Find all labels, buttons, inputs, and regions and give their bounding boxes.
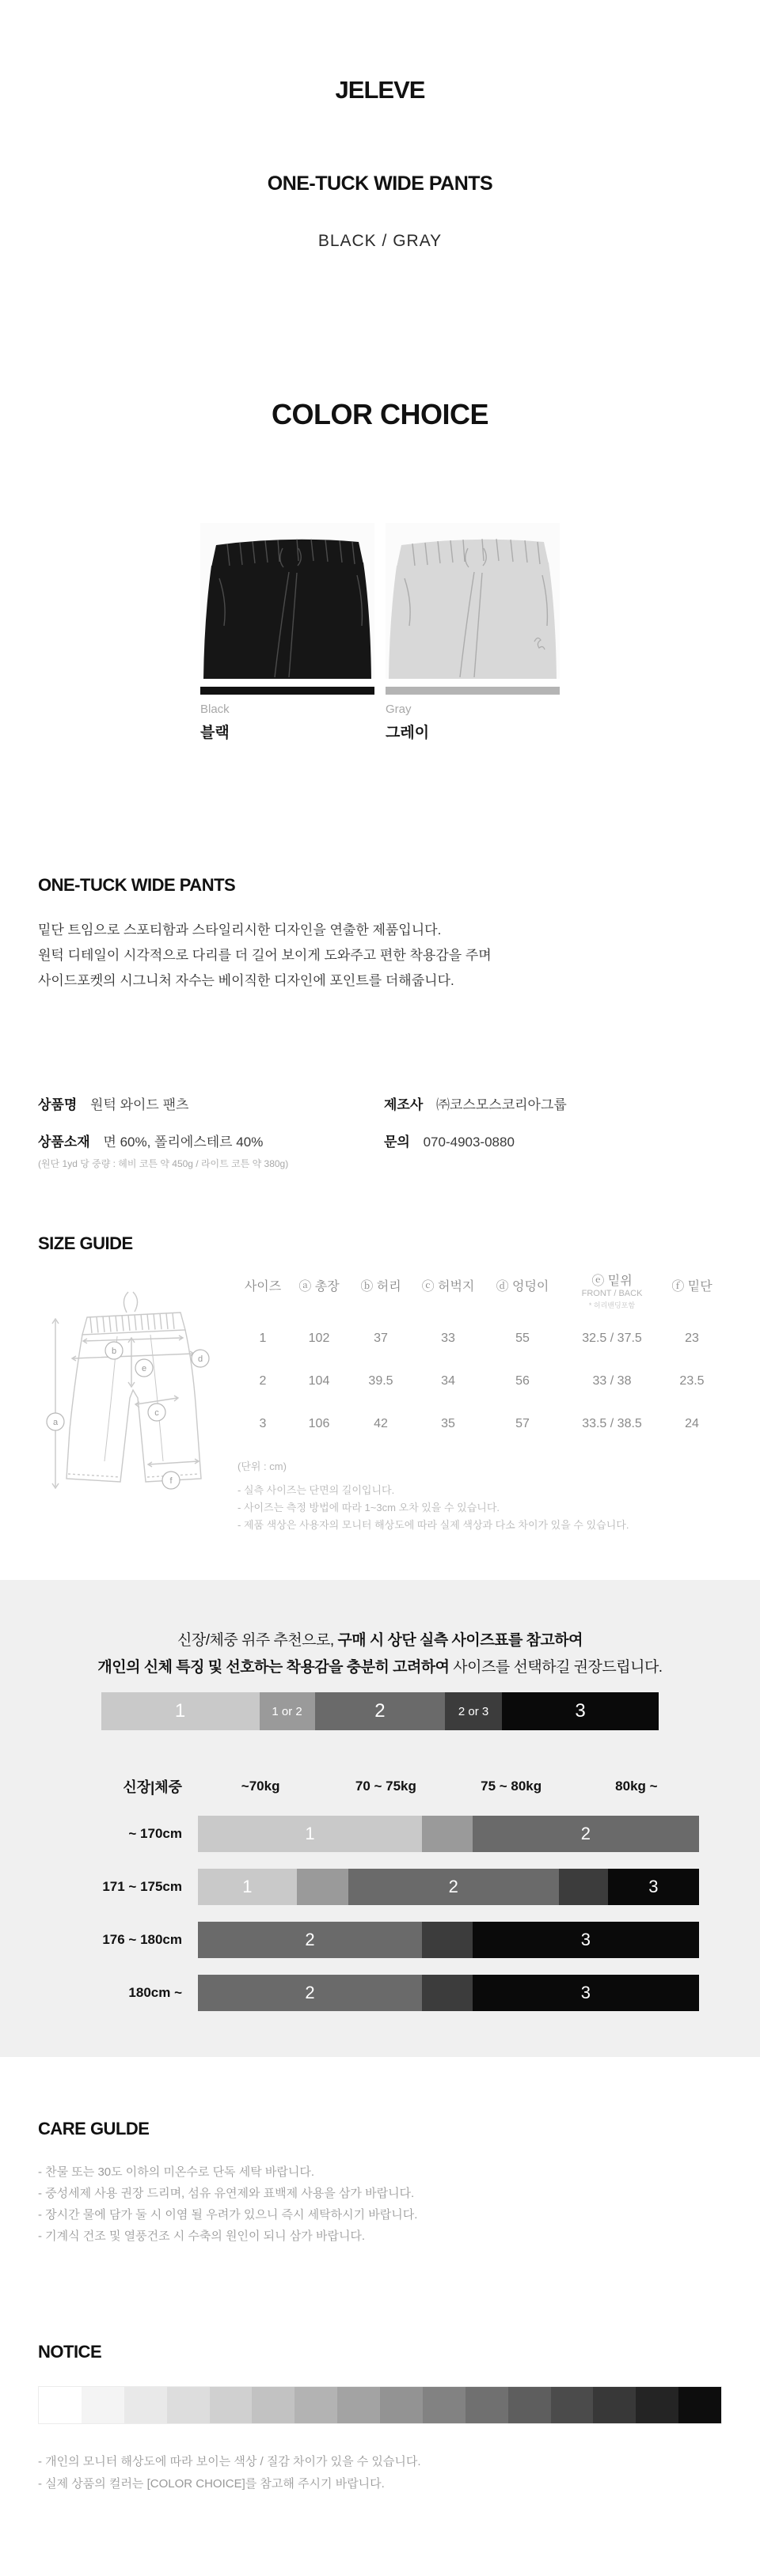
reco-bar-segment: 3 [608, 1869, 699, 1905]
gray-pants-image [386, 523, 560, 679]
grayscale-swatch [210, 2387, 253, 2423]
legend-segment: 2 [315, 1692, 446, 1730]
legend-segment: 1 or 2 [260, 1692, 315, 1730]
description-line: 밑단 트임으로 스포티함과 스타일리시한 디자인을 연출한 제품입니다. [38, 922, 442, 938]
size-cell: 106 [308, 1417, 330, 1430]
size-cell: 3 [259, 1417, 267, 1430]
weight-column-label: 80kg ~ [615, 1779, 658, 1794]
description-line: 사이드포켓의 시그니처 자수는 베이직한 디자인에 포인트를 더해줍니다. [38, 973, 454, 988]
size-col-header: ⓒ 허벅지 [421, 1280, 475, 1294]
size-reco-chart [0, 1776, 699, 2011]
reco-bar-segment: 2 [348, 1869, 559, 1905]
size-cell: 34 [441, 1374, 455, 1388]
reco-row-bar [198, 1975, 699, 2011]
info-value: 면 60%, 폴리에스테르 40% [103, 1135, 264, 1150]
size-cell: 1 [259, 1332, 267, 1345]
reco-bar-segment [297, 1869, 348, 1905]
info-value: 070-4903-0880 [423, 1135, 515, 1150]
grayscale-swatch [551, 2387, 594, 2423]
weight-column-label: 70 ~ 75kg [355, 1779, 416, 1794]
grayscale-swatch [678, 2387, 721, 2423]
weight-column-label: 75 ~ 80kg [481, 1779, 542, 1794]
grayscale-strip [38, 2386, 722, 2424]
grayscale-swatch [466, 2387, 508, 2423]
size-recommendation-section [0, 1580, 760, 2057]
pants-illustration [386, 523, 560, 679]
reco-bar-segment [559, 1869, 608, 1905]
black-pants-image [200, 523, 374, 679]
info-contact [384, 1131, 722, 1150]
grayscale-swatch [380, 2387, 423, 2423]
color-swatches [0, 523, 760, 742]
diagram-letter-e: e [141, 1364, 147, 1373]
grayscale-swatch [593, 2387, 636, 2423]
reco-bar-segment [422, 1975, 473, 2011]
reco-row [0, 1975, 699, 2011]
info-label: 상품명 [38, 1097, 78, 1112]
weight-column-label: ~70kg [241, 1779, 280, 1794]
info-value: 원턱 와이드 팬츠 [90, 1097, 189, 1112]
size-col-header: ⓔ 밑위 [591, 1275, 633, 1288]
reco-bar-segment: 2 [473, 1816, 699, 1852]
reco-row [0, 1922, 699, 1958]
product-title: ONE-TUCK WIDE PANTS [267, 172, 493, 195]
notice-heading: NOTICE [38, 2342, 102, 2362]
size-cell: 104 [308, 1374, 330, 1388]
diagram-letter-a: a [52, 1418, 59, 1427]
care-guide-heading: CARE GULDE [38, 2119, 150, 2138]
care-line: - 기계식 건조 및 열풍건조 시 수축의 원인이 되니 삼가 바랍니다. [38, 2229, 366, 2243]
rise-front-back-note: FRONT / BACK [581, 1289, 643, 1298]
size-col-header: 사이즈 [244, 1280, 282, 1294]
grayscale-swatch [337, 2387, 380, 2423]
reco-rows [0, 1816, 699, 2011]
size-col-header: ⓐ 총장 [298, 1280, 340, 1294]
notice-line: - 실제 상품의 컬러는 [COLOR CHOICE]를 참고해 주시기 바랍니다. [38, 2477, 385, 2491]
reco-bar-segment: 3 [473, 1922, 699, 1958]
care-line: - 장시간 물에 담가 둘 시 이염 될 우려가 있으니 즉시 세탁하시기 바랍니다. [38, 2208, 418, 2222]
pants-illustration [200, 523, 374, 679]
brand-logo: JELEVE [335, 76, 425, 104]
color-name-ko: 그레이 [386, 725, 430, 741]
unit-note: (단위 : cm) [238, 1460, 287, 1472]
color-card-gray [386, 523, 560, 742]
height-row-label: ~ 170cm [128, 1826, 182, 1841]
color-name-en: Gray [386, 703, 412, 716]
size-note: - 실측 사이즈는 단면의 길이입니다. [238, 1484, 395, 1496]
size-cell: 35 [441, 1417, 455, 1430]
color-name-ko: 블랙 [200, 725, 230, 741]
info-material [38, 1131, 384, 1150]
size-cell: 24 [685, 1417, 699, 1430]
height-row-label: 180cm ~ [128, 1985, 182, 2000]
reco-bar-segment: 1 [198, 1816, 422, 1852]
diagram-letter-b: b [111, 1347, 117, 1356]
size-col-header: ⓓ 엉덩이 [496, 1280, 549, 1294]
size-cell: 33.5 / 38.5 [582, 1417, 642, 1430]
size-cell: 39.5 [368, 1374, 393, 1388]
height-row-label: 171 ~ 175cm [102, 1879, 182, 1894]
reco-corner-label: 신장|체중 [123, 1779, 182, 1795]
grayscale-swatch [636, 2387, 678, 2423]
info-label: 문의 [384, 1135, 410, 1150]
grayscale-swatch [508, 2387, 551, 2423]
product-subtitle: BLACK / GRAY [317, 232, 443, 250]
diagram-letter-f: f [169, 1476, 173, 1486]
grayscale-swatch [167, 2387, 210, 2423]
care-guide-section [38, 2119, 722, 2247]
grayscale-swatch [252, 2387, 294, 2423]
care-line: - 중성세제 사용 권장 드리며, 섬유 유연제와 표백제 사용을 삼가 바랍니다. [38, 2187, 415, 2200]
description-section [38, 875, 722, 994]
gray-color-bar [386, 687, 560, 695]
reco-row [0, 1816, 699, 1852]
reco-intro-line2: 개인의 신체 특징 및 선호하는 착용감을 충분히 고려하여 사이즈를 선택하길 권장드립니다. [97, 1659, 663, 1676]
color-card-black [200, 523, 374, 742]
reco-row-bar [198, 1816, 699, 1852]
info-value: ㈜코스모스코리아그룹 [436, 1097, 567, 1112]
size-cell: 33 / 38 [592, 1374, 632, 1388]
notice-line: - 개인의 모니터 해상도에 따라 보이는 색상 / 질감 차이가 있을 수 있습니다. [38, 2455, 421, 2468]
size-cell: 32.5 / 37.5 [582, 1332, 642, 1345]
size-cell: 42 [374, 1417, 388, 1430]
size-cell: 37 [374, 1332, 388, 1345]
info-label: 제조사 [384, 1097, 424, 1112]
color-choice-heading: COLOR CHOICE [271, 398, 488, 430]
reco-bar-segment: 2 [198, 1975, 422, 2011]
grayscale-swatch [82, 2387, 124, 2423]
reco-weight-columns [198, 1779, 699, 1794]
black-color-bar [200, 687, 374, 695]
size-table [238, 1271, 722, 1445]
product-info [38, 1093, 722, 1170]
diagram-letter-c: c [154, 1408, 159, 1418]
description-line: 원턱 디테일이 시각적으로 다리를 더 길어 보이게 도와주고 편한 착용감을 주며 [38, 948, 492, 963]
rise-waistband-note: * 허리밴딩포함 [588, 1301, 636, 1309]
care-line: - 찬물 또는 30도 이하의 미온수로 단독 세탁 바랍니다. [38, 2165, 314, 2179]
size-cell: 55 [515, 1332, 530, 1345]
grayscale-swatch [124, 2387, 167, 2423]
info-label: 상품소재 [38, 1135, 90, 1150]
size-guide-notes [238, 1458, 722, 1534]
reco-bar-segment: 3 [473, 1975, 699, 2011]
size-col-header: ⓕ 밑단 [671, 1280, 712, 1294]
grayscale-swatch [294, 2387, 337, 2423]
legend-segment: 3 [502, 1692, 659, 1730]
height-row-label: 176 ~ 180cm [102, 1932, 182, 1947]
size-note: - 사이즈는 측정 방법에 따라 1~3cm 오차 있을 수 있습니다. [238, 1502, 500, 1513]
reco-bar-segment: 1 [198, 1869, 297, 1905]
reco-bar-segment [422, 1816, 473, 1852]
info-maker [384, 1093, 722, 1113]
size-cell: 102 [308, 1332, 330, 1345]
reco-intro-line1: 신장/체중 위주 추천으로, 구매 시 상단 실측 사이즈표를 참고하여 [177, 1632, 583, 1649]
size-guide-section [38, 1233, 722, 1534]
description-heading: ONE-TUCK WIDE PANTS [38, 875, 236, 895]
size-legend [101, 1692, 659, 1730]
info-product-name [38, 1093, 384, 1113]
size-guide-heading: SIZE GUIDE [38, 1233, 133, 1253]
size-note: - 제품 색상은 사용자의 모니터 해상도에 따라 실제 색상과 다소 차이가 있을 수 있습니다. [238, 1519, 629, 1531]
material-weight-note: (원단 1yd 당 중량 : 헤비 코튼 약 450g / 라이트 코튼 약 380g) [38, 1158, 289, 1169]
size-cell: 23.5 [679, 1374, 705, 1388]
notice-section [38, 2342, 722, 2576]
grayscale-swatch [423, 2387, 466, 2423]
legend-segment: 1 [101, 1692, 260, 1730]
grayscale-swatch [39, 2387, 82, 2423]
size-diagram [38, 1271, 238, 1534]
size-cell: 33 [441, 1332, 455, 1345]
size-col-header-rise [560, 1271, 663, 1311]
legend-segment: 2 or 3 [445, 1692, 501, 1730]
reco-row-bar [198, 1922, 699, 1958]
size-cell: 23 [685, 1332, 699, 1345]
reco-bar-segment [422, 1922, 473, 1958]
size-cell: 2 [259, 1374, 267, 1388]
color-name-en: Black [200, 703, 230, 716]
reco-bar-segment: 2 [198, 1922, 422, 1958]
diagram-letter-d: d [197, 1354, 203, 1364]
size-cell: 57 [515, 1417, 530, 1430]
reco-row [0, 1869, 699, 1905]
reco-row-bar [198, 1869, 699, 1905]
size-cell: 56 [515, 1374, 530, 1388]
size-col-header: ⓑ 허리 [360, 1280, 401, 1294]
